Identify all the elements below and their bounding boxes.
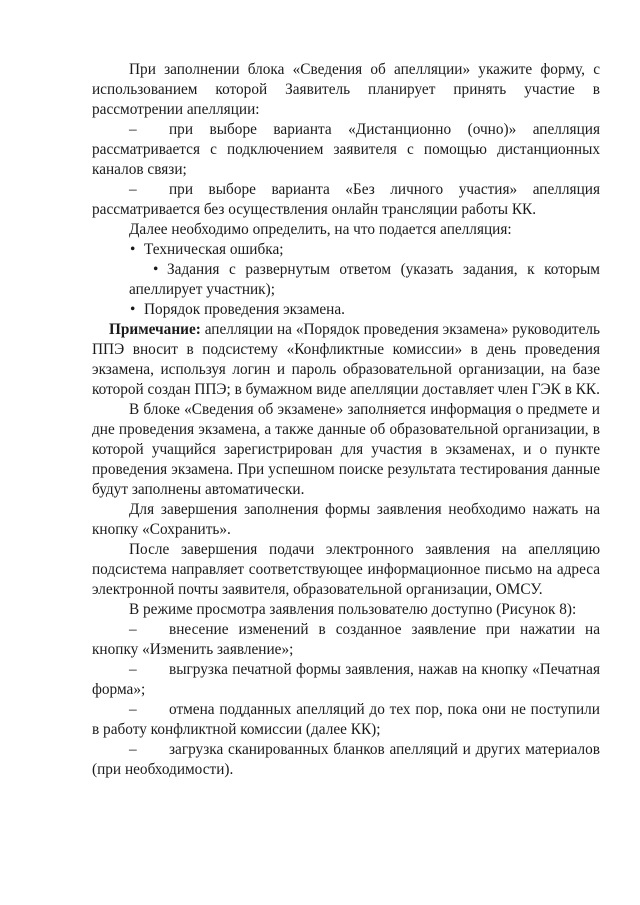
paragraph-text: В блоке «Сведения об экзамене» заполняется информация о предмете и дне проведения экзамена, а также данные об образовательной организации, в которой учащийся зарегистрирован для участия в экзаменах, и о пункте проведения экзамена. При успешном поиске результата тестирования данные будут заполнены автоматически. (92, 401, 600, 498)
paragraph-text: Для завершения заполнения формы заявления необходимо нажать на кнопку «Сохранить». (92, 501, 600, 538)
list-item-remote (92, 120, 600, 180)
paragraph-exam-info (92, 400, 600, 500)
paragraph-text: Далее необходимо определить, на что подается апелляция: (129, 221, 512, 238)
paragraph-text: В режиме просмотра заявления пользователю доступно (Рисунок 8): (129, 601, 577, 618)
list-item-text: выгрузка печатной формы заявления, нажав на кнопку «Печатная форма»; (92, 661, 600, 698)
note-label: Примечание: (109, 321, 201, 338)
list-item-text: загрузка сканированных бланков апелляций и других материалов (при необходимости). (92, 741, 600, 778)
document-page (92, 60, 600, 780)
list-item-print (92, 660, 600, 700)
dash-marker: – (129, 181, 137, 198)
list-item-text: отмена подданных апелляций до тех пор, пока они не поступили в работу конфликтной комиссии (далее КК); (92, 701, 600, 738)
bullet-marker: • (153, 261, 159, 278)
bullet-technical-error (92, 240, 600, 260)
list-item-cancel (92, 700, 600, 740)
bullet-extended-answer (92, 260, 600, 300)
list-item-upload (92, 740, 600, 780)
dash-marker: – (129, 121, 137, 138)
paragraph-appeal-subject (92, 220, 600, 240)
paragraph-save (92, 500, 600, 540)
paragraph-view-mode (92, 600, 600, 620)
bullet-marker: • (130, 241, 136, 258)
list-item-text: внесение изменений в созданное заявление при нажатии на кнопку «Изменить заявление»; (92, 621, 600, 658)
paragraph-note (92, 320, 600, 400)
dash-marker: – (129, 661, 137, 678)
bullet-marker: • (130, 301, 136, 318)
dash-marker: – (129, 621, 137, 638)
note-text: апелляции на «Порядок проведения экзамена» руководитель ППЭ вносит в подсистему «Конфликтные комиссии» в день проведения экзамена, используя логин и пароль образовательной организации, на базе которой создан ППЭ; в бумажном виде апелляции доставляет член ГЭК в КК. (92, 321, 600, 398)
paragraph-appeal-form (92, 60, 600, 120)
list-item-text: при выборе варианта «Дистанционно (очно)» апелляция рассматривается с подключением заявителя с помощью дистанционных каналов связи; (92, 121, 600, 178)
bullet-text: Задания с развернутым ответом (указать задания, к которым апеллирует участник); (129, 261, 600, 298)
bullet-text: Техническая ошибка; (144, 241, 284, 258)
bullet-text: Порядок проведения экзамена. (144, 301, 345, 318)
paragraph-notification (92, 540, 600, 600)
bullet-exam-procedure (92, 300, 600, 320)
paragraph-text: После завершения подачи электронного заявления на апелляцию подсистема направляет соответствующее информационное письмо на адреса электронной почты заявителя, образовательной организации, ОМСУ. (92, 541, 600, 598)
dash-marker: – (129, 741, 137, 758)
list-item-edit (92, 620, 600, 660)
list-item-text: при выборе варианта «Без личного участия» апелляция рассматривается без осуществления онлайн трансляции работы КК. (92, 181, 600, 218)
dash-marker: – (129, 701, 137, 718)
paragraph-text: При заполнении блока «Сведения об апелляции» укажите форму, с использованием которой Заявитель планирует принять участие в рассмотрении апелляции: (92, 61, 600, 118)
list-item-no-presence (92, 180, 600, 220)
